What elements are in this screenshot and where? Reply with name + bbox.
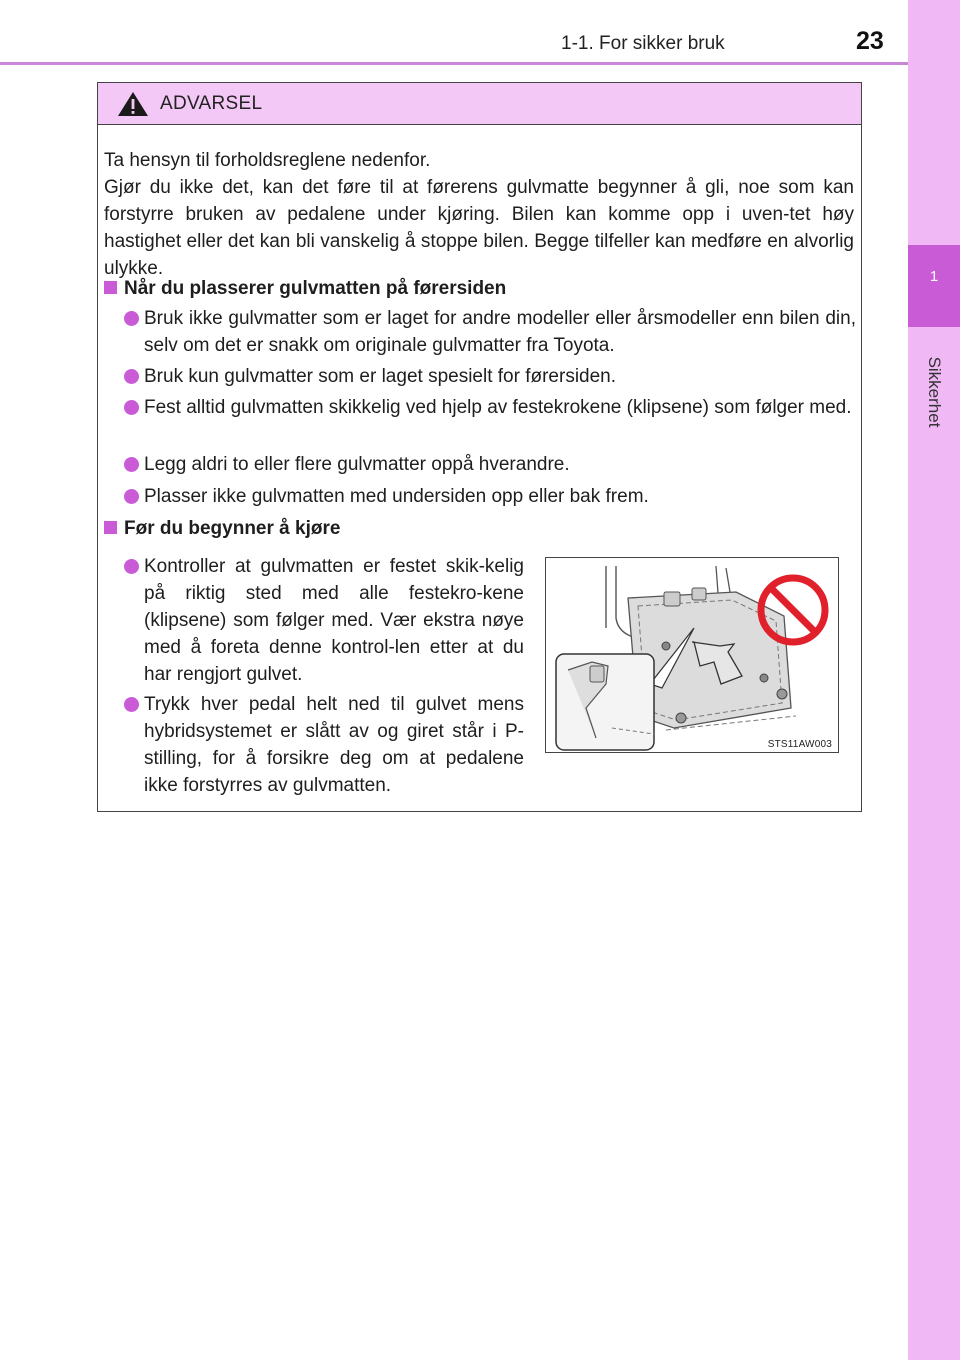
chapter-number: 1 bbox=[929, 268, 939, 285]
warning-box bbox=[97, 82, 862, 812]
floor-mat-drawing bbox=[546, 558, 839, 753]
round-bullet-icon bbox=[124, 457, 139, 472]
square-bullet-icon bbox=[104, 521, 117, 534]
chapter-tab[interactable] bbox=[908, 245, 960, 327]
section-title: 1-1. For sikker bruk bbox=[561, 33, 725, 54]
list-item: Plasser ikke gulvmatten med undersiden opp eller bak frem. bbox=[126, 483, 856, 510]
list-item: Bruk kun gulvmatter som er laget spesielt for førersiden. bbox=[126, 363, 856, 390]
intro-line-1: Ta hensyn til forholdsreglene nedenfor. bbox=[104, 150, 431, 171]
round-bullet-icon bbox=[124, 400, 139, 415]
header-divider bbox=[0, 62, 908, 65]
warning-title: ADVARSEL bbox=[160, 93, 263, 114]
page-number: 23 bbox=[856, 27, 884, 55]
intro-paragraph: Gjør du ikke det, kan det føre til at førerens gulvmatte begynner å gli, noe som kan forstyrre bruken av pedalene under kjøring. Bilen kan komme opp i uven-tet høy hastighet eller det kan bli vanskelig å stoppe bilen. Begge tilfeller kan medføre en alvorlig ulykke. bbox=[104, 177, 854, 279]
round-bullet-icon bbox=[124, 311, 139, 326]
warning-triangle-icon bbox=[116, 90, 150, 118]
floor-mat-illustration bbox=[545, 557, 839, 753]
square-bullet-icon bbox=[104, 281, 117, 294]
round-bullet-icon bbox=[124, 489, 139, 504]
chapter-label: Sikkerhet bbox=[925, 356, 944, 428]
round-bullet-icon bbox=[124, 559, 139, 574]
warning-intro bbox=[104, 147, 854, 282]
round-bullet-icon bbox=[124, 369, 139, 384]
section-heading-before-driving: Før du begynner å kjøre bbox=[104, 515, 340, 542]
round-bullet-icon bbox=[124, 697, 139, 712]
illustration-code: STS11AW003 bbox=[767, 739, 832, 750]
section-heading-driver-mat: Når du plasserer gulvmatten på førersiden bbox=[104, 275, 506, 302]
list-item: Bruk ikke gulvmatter som er laget for andre modeller eller årsmodeller enn bilen din, selv om det er snakk om originale gulvmatter fra Toyota. bbox=[126, 305, 856, 359]
list-item: Kontroller at gulvmatten er festet skik-kelig på riktig sted med alle festekro-kene (klipsene) som følger med. Vær ekstra nøye med å foreta denne kontrol-len etter at du har rengjort gulvet. bbox=[126, 553, 524, 688]
list-item: Fest alltid gulvmatten skikkelig ved hjelp av festekrokene (klipsene) som følger med. bbox=[126, 394, 856, 421]
warning-header bbox=[98, 83, 861, 125]
list-item: Trykk hver pedal helt ned til gulvet mens hybridsystemet er slått av og giret står i P-stilling, for å forsikre deg om at pedalene ikke forstyrres av gulvmatten. bbox=[126, 691, 524, 799]
list-item: Legg aldri to eller flere gulvmatter oppå hverandre. bbox=[126, 451, 856, 478]
side-strip bbox=[908, 0, 960, 1360]
